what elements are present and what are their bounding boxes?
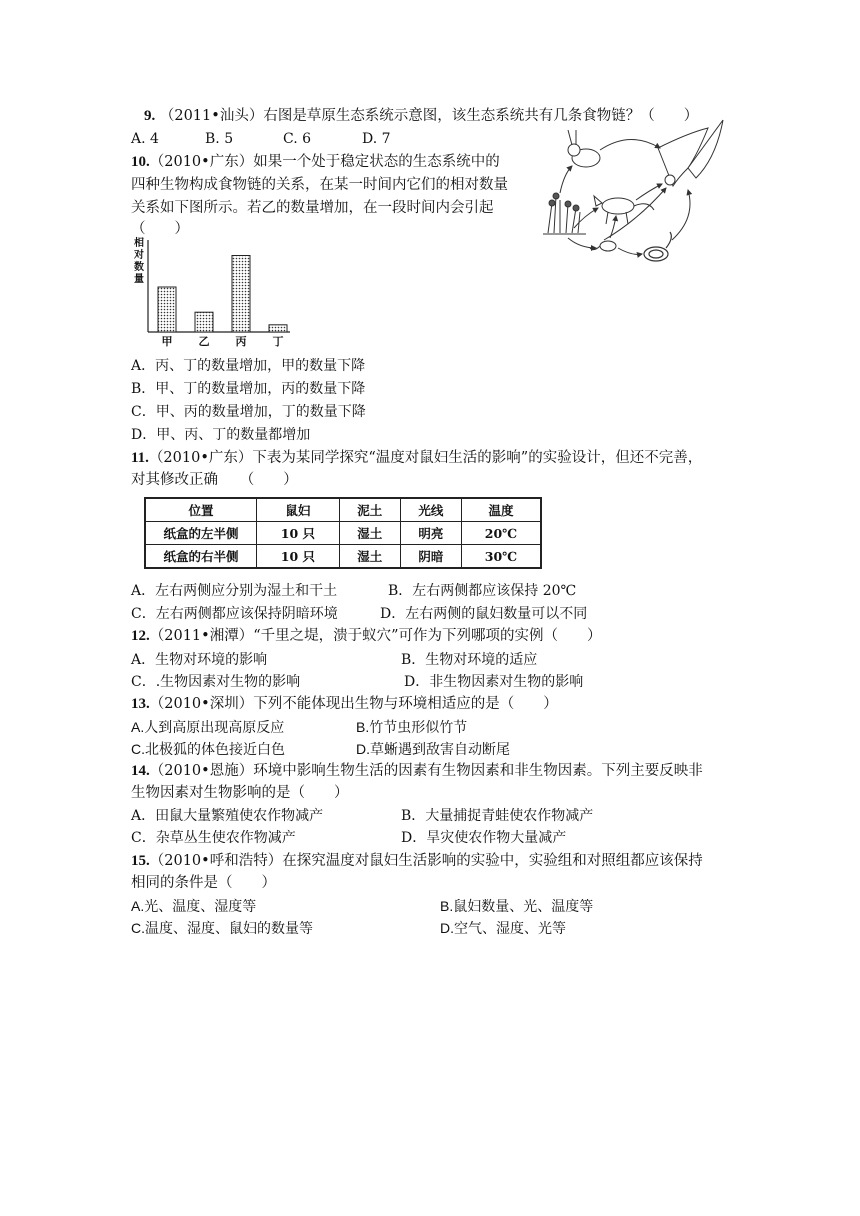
table-cell: 20℃: [461, 522, 541, 545]
mouse-icon: [590, 241, 616, 251]
q11-option-c: C．左右两侧都应该保持阴暗环境: [131, 606, 338, 622]
bar-乙: [195, 312, 213, 332]
question-14-line-2: 生物因素对生物影响的是（ ）: [131, 785, 349, 801]
question-10-line-2: 四种生物构成食物链的关系，在某一时间内它们的相对数量: [131, 177, 508, 193]
question-12-text: （2011•湘潭）“千里之堤，溃于蚁穴”可作为下列哪项的实例（ ）: [149, 628, 602, 644]
q14-option-b: B．大量捕捉青蛙使农作物减产: [401, 808, 594, 824]
bar-丁: [269, 325, 287, 332]
question-14-text-1: （2010•恩施）环境中影响生物生活的因素有生物因素和非生物因素。下列主要反映非: [149, 763, 703, 779]
q13-option-c: C.北极狐的体色接近白色: [131, 741, 285, 757]
question-12-stem: [131, 626, 602, 646]
q9-option-b: B. 5: [205, 131, 234, 147]
table-cell: 湿土: [339, 545, 400, 569]
question-10-text-1: （2010•广东）如果一个处于稳定状态的生态系统中的: [149, 154, 500, 170]
table-header-cell: 鼠妇: [257, 498, 340, 522]
question-11-line-2: 对其修改正确 （ ）: [131, 472, 298, 488]
question-14-number: 14.: [131, 763, 150, 779]
q10-option-d: D．甲、丙、丁的数量都增加: [131, 427, 311, 443]
q12-option-c: C．.生物因素对生物的影响: [131, 674, 301, 690]
question-15-line-2: 相同的条件是（ ）: [131, 875, 276, 891]
table-header-cell: 泥土: [339, 498, 400, 522]
question-9-text: （2011•汕头）右图是草原生态系统示意图，该生态系统共有几条食物链？（ ）: [159, 108, 699, 124]
table-cell: 阴暗: [400, 545, 461, 569]
q13-option-b: B.竹节虫形似竹节: [356, 719, 468, 735]
question-13-stem: [131, 694, 558, 714]
question-11-number: 11.: [131, 450, 149, 466]
x-tick-label: 乙: [198, 335, 210, 348]
bar-甲: [158, 287, 176, 332]
question-15-text-1: （2010•呼和浩特）在探究温度对鼠妇生活影响的实验中，实验组和对照组都应该保持: [149, 853, 703, 869]
snake-icon: [644, 232, 671, 261]
table-row: [145, 545, 541, 569]
question-11-text-1: （2010•广东）下表为某同学探究“温度对鼠妇生活的影响”的实验设计，但还不完善，: [148, 450, 703, 466]
question-15-number: 15.: [131, 853, 150, 869]
q15-option-a: A.光、温度、湿度等: [131, 898, 257, 914]
question-13-number: 13.: [131, 696, 150, 712]
q9-option-c: C. 6: [283, 131, 312, 147]
x-tick-label: 丁: [272, 335, 284, 348]
table-cell: 湿土: [339, 522, 400, 545]
question-14-line-1: [131, 761, 703, 781]
q11-option-a: A．左右两侧应分别为湿土和干土: [131, 583, 338, 599]
table-cell: 纸盒的右半侧: [145, 545, 257, 569]
x-tick-label: 丙: [235, 335, 247, 348]
q14-option-c: C．杂草丛生使农作物减产: [131, 830, 296, 846]
table-row: [145, 522, 541, 545]
rabbit-icon: [568, 130, 600, 167]
y-axis-label-char-2: 对: [134, 250, 144, 261]
question-12-number: 12.: [131, 628, 150, 644]
x-tick-label: 甲: [161, 335, 173, 348]
table-cell: 纸盒的左半侧: [145, 522, 257, 545]
q12-option-d: D．非生物因素对生物的影响: [404, 674, 584, 690]
table-header-cell: 温度: [461, 498, 541, 522]
y-axis-label-char-3: 数: [134, 262, 144, 273]
q11-option-b: B．左右两侧都应该保持 20℃: [388, 583, 577, 599]
question-10-line-3: 关系如下图所示。若乙的数量增加，在一段时间内会引起: [131, 200, 494, 216]
question-15-line-1: [131, 851, 703, 871]
y-axis-label-char-1: 相: [134, 238, 144, 249]
y-axis-label-char-4: 量: [134, 274, 144, 285]
experiment-table: [144, 497, 542, 569]
question-9-number: 9.: [144, 108, 156, 124]
q13-option-d: D.草蜥遇到敌害自动断尾: [356, 741, 510, 757]
q10-option-a: A．丙、丁的数量增加，甲的数量下降: [131, 358, 366, 374]
food-web-diagram: [538, 108, 738, 278]
table-header-cell: 光线: [400, 498, 461, 522]
table-cell: 30℃: [461, 545, 541, 569]
table-header-cell: 位置: [145, 498, 257, 522]
q9-option-d: D. 7: [362, 131, 391, 147]
y-axis-label: [133, 236, 144, 285]
q12-option-a: A．生物对环境的影响: [131, 652, 268, 668]
table-header-row: [145, 498, 541, 522]
table-cell: 10 只: [257, 522, 340, 545]
question-10-line-1: [131, 152, 500, 172]
q14-option-a: A．田鼠大量繁殖使农作物减产: [131, 808, 324, 824]
q11-option-d: D．左右两侧的鼠妇数量可以不同: [380, 606, 588, 622]
eagle-icon: [658, 120, 723, 186]
question-13-text: （2010•深圳）下列不能体现出生物与环境相适应的是（ ）: [149, 696, 558, 712]
q15-option-c: C.温度、湿度、鼠妇的数量等: [131, 920, 313, 936]
q13-option-a: A.人到高原出现高原反应: [131, 719, 285, 735]
q15-option-d: D.空气、湿度、光等: [440, 920, 566, 936]
q12-option-b: B．生物对环境的适应: [401, 652, 538, 668]
grass-icon: [543, 193, 586, 234]
bar-丙: [232, 256, 250, 333]
table-cell: 明亮: [400, 522, 461, 545]
q9-option-a: A. 4: [131, 131, 159, 147]
q10-option-c: C．甲、丙的数量增加，丁的数量下降: [131, 404, 366, 420]
q15-option-b: B.鼠妇数量、光、温度等: [440, 898, 594, 914]
q14-option-d: D．旱灾使农作物大量减产: [401, 830, 567, 846]
table-cell: 10 只: [257, 545, 340, 569]
question-10-number: 10.: [131, 154, 150, 170]
relative-quantity-bar-chart: [130, 236, 296, 348]
question-10-line-4: （ ）: [131, 221, 189, 237]
q10-option-b: B．甲、丁的数量增加，丙的数量下降: [131, 381, 366, 397]
question-11-line-1: [131, 448, 702, 468]
